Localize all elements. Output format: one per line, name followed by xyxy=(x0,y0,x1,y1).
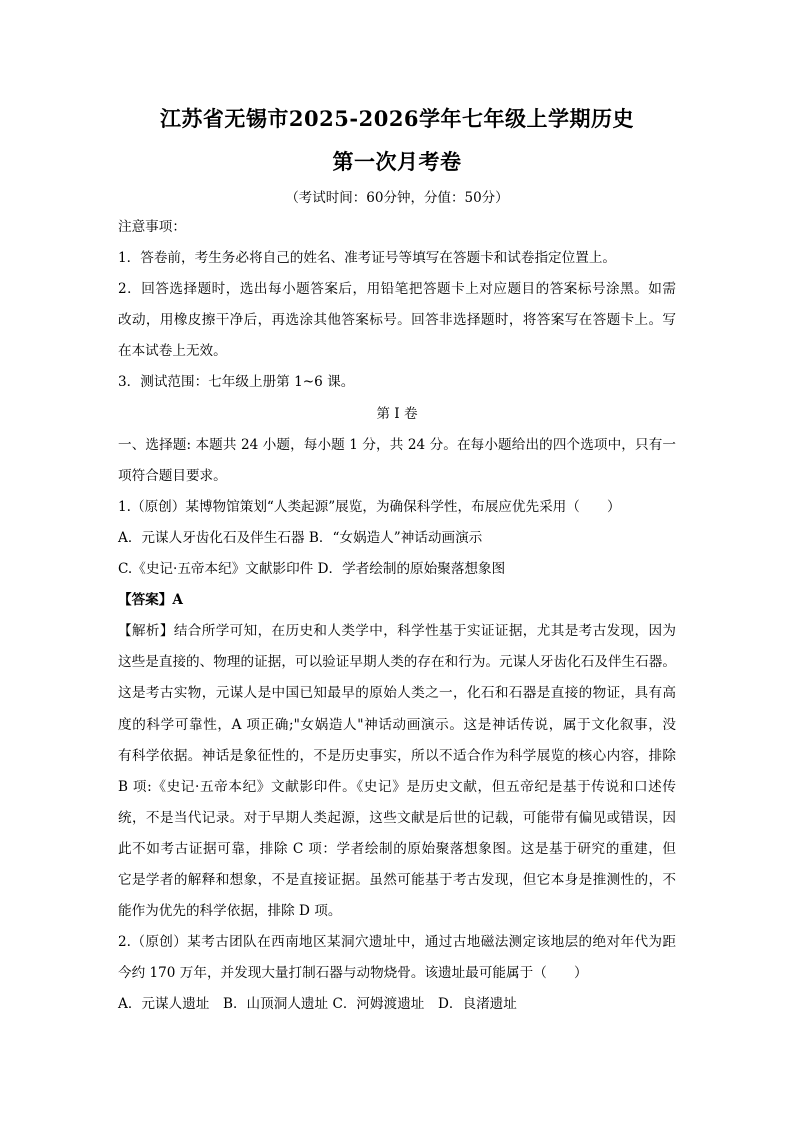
q2-stem xyxy=(118,927,676,989)
notice-item-2 xyxy=(118,274,676,367)
q1-analysis-line: 能作为优先的科学依据，排除 D 项。 xyxy=(118,903,342,920)
q1-analysis-line: 【解析】结合所学可知，在历史和人类学中，科学性基于实证证据，尤其是考古发现，因为 xyxy=(118,623,676,640)
notice-item-1: 1．答卷前，考生务必将自己的姓名、准考证号等填写在答题卡和试卷指定位置上。 xyxy=(118,250,617,267)
q1-stem: 1.（原创）某博物馆策划“人类起源”展览，为确保科学性，布展应优先采用（ ） xyxy=(118,498,621,515)
part1-line: 项符合题目要求。 xyxy=(118,467,227,484)
part1-instructions xyxy=(118,430,676,492)
exam-title-line2: 第一次月考卷 xyxy=(332,149,462,174)
q1-analysis-line: B 项:《史记·五帝本纪》文献影印件。《史记》是历史文献，但五帝纪是基于传说和口述传 xyxy=(118,778,676,795)
q1-options-cd: C.《史记·五帝本纪》文献影印件 D．学者绘制的原始聚落想象图 xyxy=(118,561,506,578)
exam-title-line1: 江苏省无锡市2025-2026学年七年级上学期历史 xyxy=(159,106,635,131)
q1-analysis-line: 它是学者的解释和想象，不是直接证据。虽然可能基于考古发现，但它本身是推测性的，不 xyxy=(118,871,676,888)
part1-line: 一、选择题: 本题共 24 小题，每小题 1 分，共 24 分。在每小题给出的四个选项中，只有一 xyxy=(118,436,676,453)
notice-item-3: 3．测试范围：七年级上册第 1~6 课。 xyxy=(118,374,355,391)
q1-analysis-line: 度的科学可靠性，A 项正确;"女娲造人"神话动画演示。这是神话传说，属于文化叙事，没 xyxy=(118,716,676,733)
q1-analysis-line: 此不如考古证据可靠，排除 C 项：学者绘制的原始聚落想象图。这是基于研究的重建，但 xyxy=(118,840,676,857)
q1-analysis xyxy=(118,616,676,927)
q1-analysis-line: 有科学依据。神话是象征性的，不是历史事实，所以不适合作为科学展览的核心内容，排除 xyxy=(118,747,676,764)
notice-item-2-line: 改动，用橡皮擦干净后，再选涂其他答案标号。回答非选择题时，将答案写在答题卡上。写 xyxy=(118,312,676,329)
q1-analysis-line: 统，不是当代记录。对于早期人类起源，这些文献是后世的记载，可能带有偏见或错误，因 xyxy=(118,809,676,826)
notice-item-2-line: 在本试卷上无效。 xyxy=(118,343,227,360)
notice-heading: 注意事项： xyxy=(118,219,186,235)
notice-item-2-line: 2．回答选择题时，选出每小题答案后，用铅笔把答题卡上对应题目的答案标号涂黑。如需 xyxy=(118,281,676,298)
q1-analysis-line: 这些是直接的、物理的证据，可以验证早期人类的存在和行为。元谋人牙齿化石及伴生石器。 xyxy=(118,654,676,671)
q2-options: A．元谋人遗址 B．山顶洞人遗址 C．河姆渡遗址 D．良渚遗址 xyxy=(118,996,517,1013)
q1-options-ab: A．元谋人牙齿化石及伴生石器 B．“女娲造人”神话动画演示 xyxy=(118,529,483,546)
q1-answer: 【答案】A xyxy=(118,592,183,609)
exam-info: （考试时间：60分钟，分值：50分） xyxy=(285,190,509,206)
q2-stem-line: 2.（原创）某考古团队在西南地区某洞穴遗址中，通过古地磁法测定该地层的绝对年代为距 xyxy=(118,934,676,951)
q1-analysis-line: 这是考古实物，元谋人是中国已知最早的原始人类之一，化石和石器是直接的物证，具有高 xyxy=(118,685,676,702)
section-title: 第 I 卷 xyxy=(376,405,418,422)
q2-stem-line: 今约 170 万年，并发现大量打制石器与动物烧骨。该遗址最可能属于（ ） xyxy=(118,965,588,982)
exam-body xyxy=(118,212,676,1020)
